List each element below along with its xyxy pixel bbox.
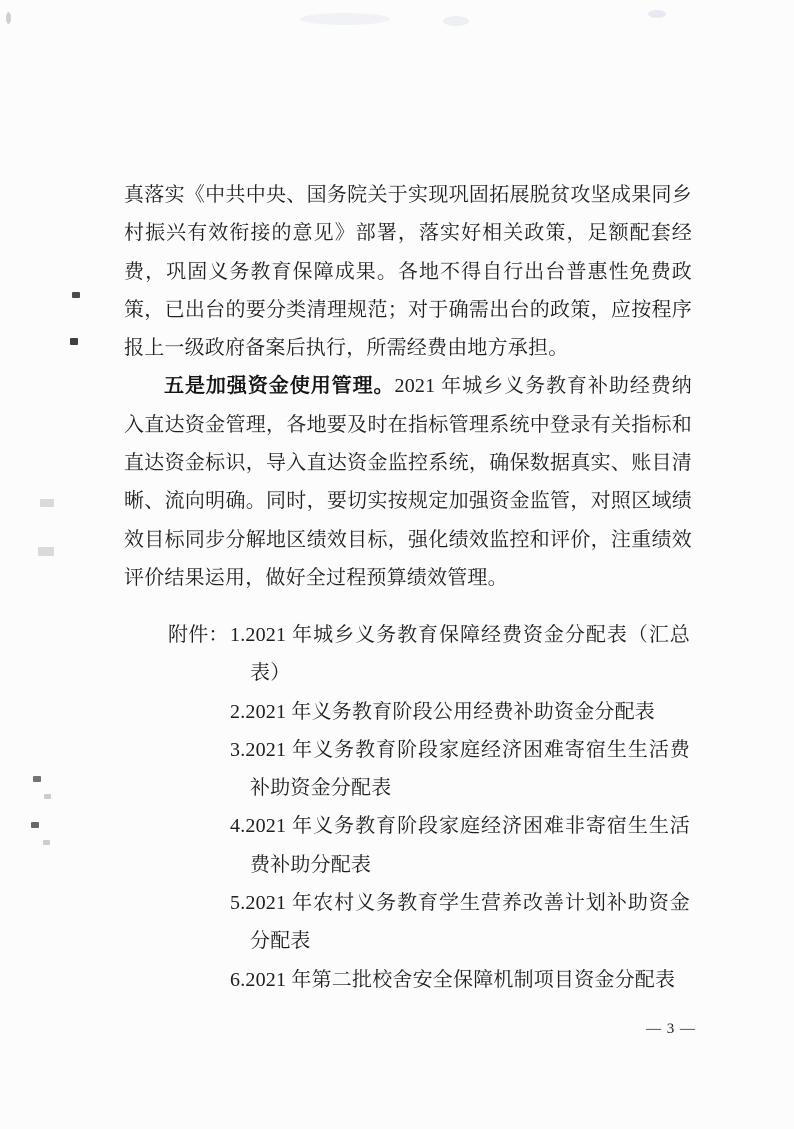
attachment-list (168, 616, 692, 999)
attachment-item-6: 6.2021 年第二批校舍安全保障机制项目资金分配表 (230, 968, 676, 991)
document-body (124, 176, 692, 597)
paragraph-continuation: 真落实《中共中央、国务院关于实现巩固拓展脱贫攻坚成果同乡村振兴有效衔接的意见》部署，落实好相关政策，足额配套经费，巩固义务教育保障成果。各地不得自行出台普惠性免费政策，已出台的要分类清理规范；对于确需出台的政策，应按程序报上一级政府备案后执行，所需经费由地方承担。 (124, 184, 692, 360)
scan-speck (44, 794, 51, 799)
scan-speck (43, 840, 50, 845)
scan-smudge (300, 13, 390, 25)
attachment-items (230, 616, 690, 999)
attachment-item-5: 5.2021 年农村义务教育学生营养改善计划补助资金分配表 (230, 892, 690, 953)
scan-speck (72, 292, 80, 298)
scan-speck (70, 338, 78, 345)
scan-speck (38, 547, 54, 556)
paragraph-item-five-body: 2021 年城乡义务教育补助经费纳入直达资金管理，各地要及时在指标管理系统中登录有关指标和直达资金标识，导入直达资金监控系统，确保数据真实、账目清晰、流向明确。同时，要切实按规定加强资金监管，对照区域绩效目标同步分解地区绩效目标，强化绩效监控和评价，注重绩效评价结果运用，做好全过程预算绩效管理。 (124, 375, 693, 589)
scan-speck (33, 776, 41, 782)
attachment-item-3: 3.2021 年义务教育阶段家庭经济困难寄宿生生活费补助资金分配表 (230, 738, 690, 800)
scan-smudge (6, 12, 11, 24)
attachment-item-1: 1.2021 年城乡义务教育保障经费资金分配表（汇总表） (230, 624, 690, 685)
paragraph-item-five (124, 367, 692, 597)
attachment-item-2: 2.2021 年义务教育阶段公用经费补助资金分配表 (230, 700, 655, 723)
scan-speck (40, 499, 54, 507)
scan-smudge (648, 10, 666, 18)
page-number: — 3 — (646, 1021, 696, 1037)
attachment-label: 附件： (168, 624, 229, 646)
scan-speck (31, 822, 39, 828)
paragraph-item-five-heading: 五是加强资金使用管理。 (164, 375, 395, 398)
attachment-item-4: 4.2021 年义务教育阶段家庭经济困难非寄宿生生活费补助分配表 (230, 815, 690, 876)
scan-smudge (443, 16, 469, 26)
